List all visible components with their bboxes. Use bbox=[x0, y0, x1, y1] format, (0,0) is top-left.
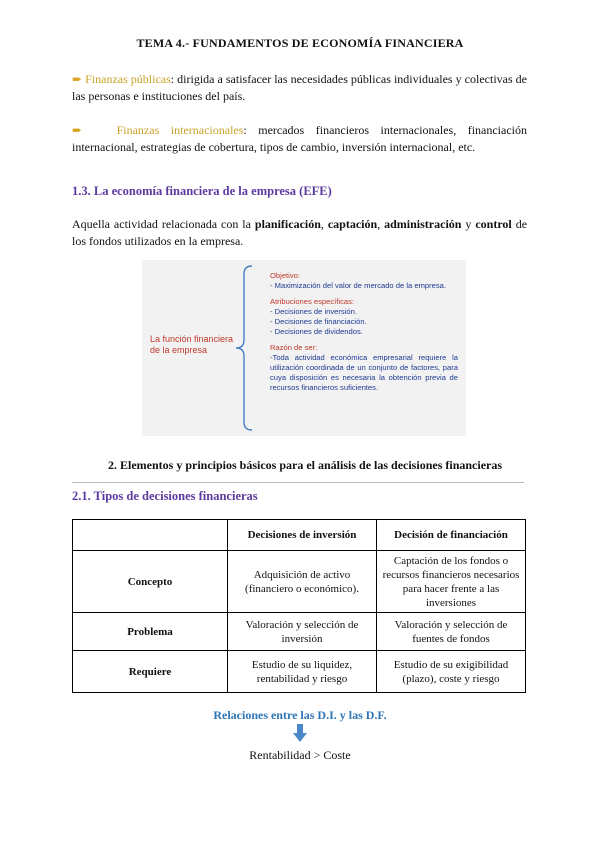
table-cell: Captación de los fondos o recursos financieros necesarios para hacer frente a las inversiones bbox=[377, 551, 526, 613]
razon-text: -Toda actividad económica empresarial requiere la utilización coordinada de un conjunto de factores, para cuya disposición es necesaria la obtención previa de recursos financieros suficientes. bbox=[270, 353, 458, 392]
decisions-table bbox=[72, 519, 526, 693]
atribuciones-label: Atribuciones específicas: bbox=[270, 297, 354, 306]
row-label: Requiere bbox=[73, 651, 228, 693]
subsection-heading-tipos: 2.1. Tipos de decisiones financieras bbox=[72, 489, 258, 503]
efe-intro-paragraph: Aquella actividad relacionada con la planificación, captación, administración y control de los fondos utilizados en la empresa. bbox=[72, 217, 528, 248]
arrow-bullet-icon: ➨ bbox=[72, 123, 83, 137]
financial-function-diagram bbox=[142, 260, 466, 436]
table-cell: Valoración y selección de fuentes de fondos bbox=[377, 613, 526, 651]
table-cell: Estudio de su liquidez, rentabilidad y riesgo bbox=[228, 651, 377, 693]
atribucion-item: - Decisiones de financiación. bbox=[270, 317, 367, 326]
diagram-left-label: La función financiera de la empresa bbox=[150, 334, 234, 355]
table-row bbox=[73, 651, 526, 693]
bullet-text: : mercados financieros internacionales, financiación internacional, estrategias de cobertura, tipos de cambio, inversión internacional, etc. bbox=[72, 123, 528, 154]
arrow-down-icon bbox=[292, 724, 308, 742]
keyword-captacion: captación bbox=[327, 217, 378, 231]
section-heading-elementos: 2. Elementos y principios básicos para el análisis de las decisiones financieras bbox=[108, 458, 503, 472]
objetivo-text: - Maximización del valor de mercado de la empresa. bbox=[270, 281, 446, 290]
table-header-cell bbox=[73, 520, 228, 551]
razon-label: Razón de ser: bbox=[270, 343, 318, 352]
table-cell: Estudio de su exigibilidad (plazo), coste y riesgo bbox=[377, 651, 526, 693]
atribucion-item: - Decisiones de inversión. bbox=[270, 307, 357, 316]
divider bbox=[72, 482, 524, 483]
row-label: Concepto bbox=[73, 551, 228, 613]
table-header-cell: Decisiones de inversión bbox=[228, 520, 377, 551]
relaciones-title: Relaciones entre las D.I. y las D.F. bbox=[213, 708, 387, 722]
atribucion-item: - Decisiones de dividendos. bbox=[270, 327, 363, 336]
curly-brace-icon bbox=[234, 264, 254, 432]
objetivo-label: Objetivo: bbox=[270, 271, 300, 280]
keyword-administracion: administración bbox=[384, 217, 462, 231]
arrow-bullet-icon: ➨ bbox=[72, 72, 83, 86]
bullet-text: : dirigida a satisfacer las necesidades públicas individuales y colectivas de las personas e instituciones del país. bbox=[72, 72, 528, 103]
table-header-cell: Decisión de financiación bbox=[377, 520, 526, 551]
keyword-planificacion: planificación bbox=[254, 217, 321, 231]
bullet-finanzas-internacionales bbox=[72, 122, 527, 156]
rentabilidad-coste: Rentabilidad > Coste bbox=[249, 748, 351, 762]
bullet-term: Finanzas públicas bbox=[85, 72, 171, 86]
table-cell: Valoración y selección de inversión bbox=[228, 613, 377, 651]
keyword-control: control bbox=[475, 217, 512, 231]
table-row bbox=[73, 613, 526, 651]
section-heading-efe: 1.3. La economía financiera de la empresa (EFE) bbox=[72, 184, 332, 198]
page-title: TEMA 4.- FUNDAMENTOS DE ECONOMÍA FINANCIERA bbox=[136, 36, 464, 50]
diagram-right-panel bbox=[270, 271, 458, 393]
table-row bbox=[73, 551, 526, 613]
table-header-row bbox=[73, 520, 526, 551]
bullet-finanzas-publicas bbox=[72, 71, 527, 105]
bullet-term: Finanzas internacionales bbox=[116, 123, 244, 137]
table-cell: Adquisición de activo (financiero o económico). bbox=[228, 551, 377, 613]
row-label: Problema bbox=[73, 613, 228, 651]
